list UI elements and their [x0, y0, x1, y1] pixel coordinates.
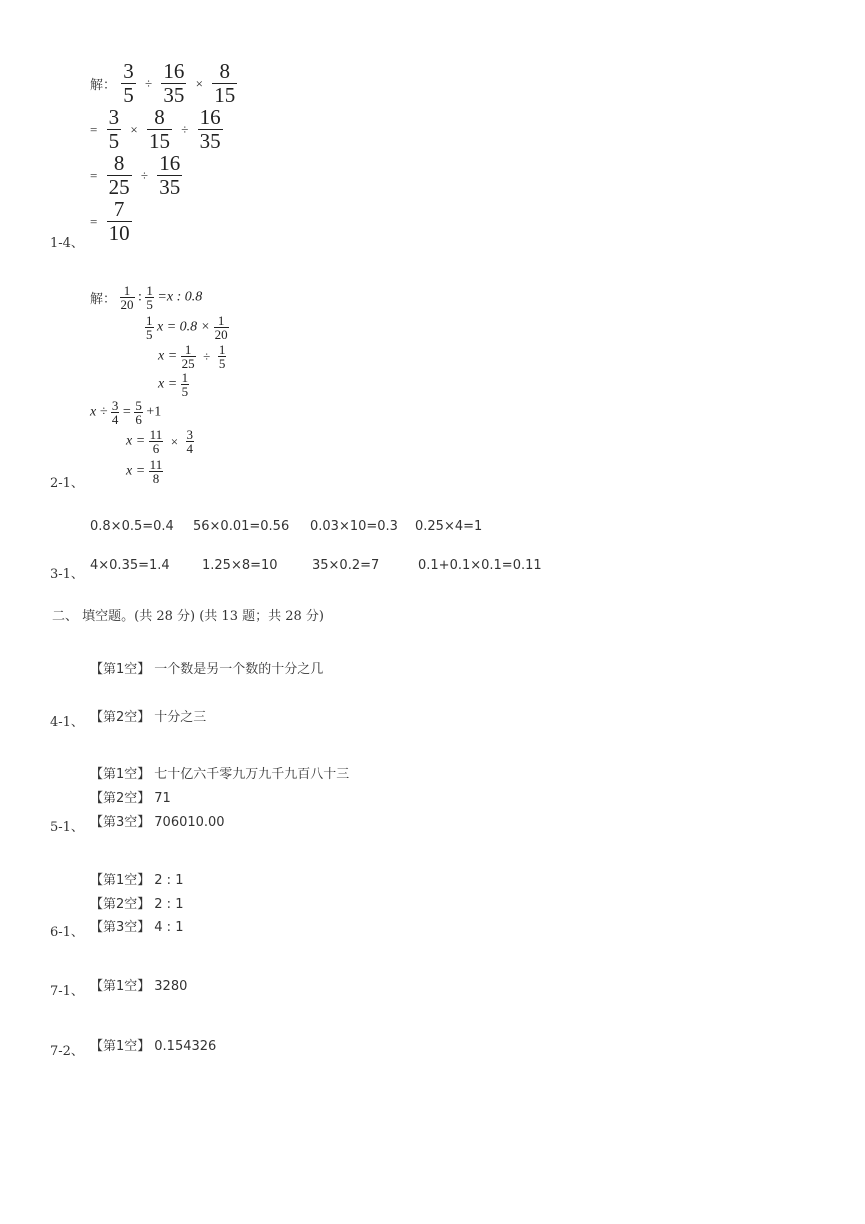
blank-tag: 【第1空】	[90, 767, 151, 782]
q2-1-line7: x = $\frac{11}{8}$	[126, 457, 163, 486]
answer-text: 4 : 1	[154, 920, 184, 935]
answer-text: 71	[154, 791, 171, 806]
fraction: $\frac{7}{10}$	[108, 197, 130, 245]
fraction: $\frac{8}{15}$	[214, 59, 236, 107]
fraction: $\frac{3}{4}$	[186, 427, 194, 456]
question-label: 7-1、	[50, 984, 84, 999]
q2-1-line2: $\frac{1}{5}$ x = 0.8 × $\frac{1}{20}$	[146, 313, 228, 342]
question-label: 5-1、	[50, 820, 84, 835]
question-label: 6-1、	[50, 925, 84, 940]
solution-prefix: 解：	[90, 292, 117, 307]
answer-text: 706010.00	[154, 815, 225, 830]
blank-tag: 【第3空】	[90, 920, 151, 935]
answer-text: 一个数是另一个数的十分之几	[154, 662, 324, 677]
calc-item: 35×0.2=7	[312, 558, 380, 573]
calc-item: 0.25×4=1	[415, 519, 483, 534]
answer-line	[90, 1035, 216, 1054]
fraction: $\frac{8}{25}$	[108, 151, 130, 199]
answer-line	[90, 811, 225, 830]
section-heading: 二、 填空题。(共 28 分) (共 13 题；共 28 分)	[52, 609, 324, 624]
fraction: $\frac{3}{5}$	[123, 59, 134, 107]
q1-4-line4: = $\frac{7}{10}$	[90, 197, 130, 245]
fraction: $\frac{11}{6}$	[149, 427, 163, 456]
calc-item: 1.25×8=10	[202, 558, 278, 573]
blank-tag: 【第2空】	[90, 710, 151, 725]
answer-text: 0.154326	[154, 1039, 217, 1054]
q2-1-line4: x = $\frac{1}{5}$	[158, 370, 189, 399]
fraction: $\frac{1}{20}$	[214, 313, 228, 342]
answer-line	[90, 763, 349, 782]
q2-1-line6: x = $\frac{11}{6}$ × $\frac{3}{4}$	[126, 427, 194, 456]
fraction: $\frac{16}{35}$	[199, 105, 221, 153]
answer-text: 十分之三	[154, 710, 207, 725]
q2-1-line3: x = $\frac{1}{25}$ ÷ $\frac{1}{5}$	[158, 342, 226, 371]
blank-tag: 【第3空】	[90, 815, 151, 830]
fraction: $\frac{16}{35}$	[163, 59, 185, 107]
question-label: 7-2、	[50, 1044, 84, 1059]
blank-tag: 【第1空】	[90, 979, 151, 994]
answer-line	[90, 916, 183, 935]
fraction: $\frac{5}{6}$	[135, 398, 142, 427]
question-label: 1-4、	[50, 236, 84, 251]
q1-4-line3: = $\frac{8}{25}$ ÷ $\frac{16}{35}$	[90, 151, 181, 199]
fraction: $\frac{16}{35}$	[159, 151, 181, 199]
answer-line	[90, 893, 183, 912]
answer-line	[90, 787, 171, 806]
q1-4-line1: 解： $\frac{3}{5}$ ÷ $\frac{16}{35}$ × $\frac{8}{15}$	[90, 59, 236, 107]
answer-line	[90, 706, 206, 725]
fraction: $\frac{1}{5}$	[146, 313, 153, 342]
calc-item: 0.8×0.5=0.4	[90, 519, 174, 534]
fraction: $\frac{11}{8}$	[149, 457, 163, 486]
answer-text: 七十亿六千零九万九千九百八十三	[154, 767, 350, 782]
fraction: $\frac{1}{5}$	[218, 342, 226, 371]
blank-tag: 【第2空】	[90, 897, 151, 912]
answer-text: 2 : 1	[154, 897, 184, 912]
answer-text: 2 : 1	[154, 873, 184, 888]
fraction: $\frac{1}{5}$	[181, 370, 189, 399]
question-label: 4-1、	[50, 715, 84, 730]
fraction: $\frac{3}{4}$	[111, 398, 119, 427]
fraction: $\frac{8}{15}$	[148, 105, 170, 153]
answer-line	[90, 658, 323, 677]
blank-tag: 【第1空】	[90, 873, 151, 888]
calc-item: 0.1+0.1×0.1=0.11	[418, 558, 542, 573]
calc-item: 0.03×10=0.3	[310, 519, 398, 534]
blank-tag: 【第1空】	[90, 1039, 151, 1054]
q2-1-line1: 解： $\frac{1}{20}$ : $\frac{1}{5}$ =x : 0.8	[90, 283, 203, 312]
blank-tag: 【第2空】	[90, 791, 151, 806]
q1-4-line2: = $\frac{3}{5}$ × $\frac{8}{15}$ ÷ $\frac{16}{35}$	[90, 105, 221, 153]
answer-text: 3280	[154, 979, 188, 994]
answer-line	[90, 975, 187, 994]
fraction: $\frac{1}{25}$	[181, 342, 195, 371]
blank-tag: 【第1空】	[90, 662, 151, 677]
question-label: 3-1、	[50, 567, 84, 582]
q2-1-line5: x ÷ $\frac{3}{4}$ = $\frac{5}{6}$ +1	[90, 398, 162, 427]
fraction: $\frac{1}{20}$	[120, 283, 134, 312]
answer-line	[90, 869, 183, 888]
fraction: $\frac{3}{5}$	[108, 105, 120, 153]
question-label: 2-1、	[50, 476, 84, 491]
calc-item: 56×0.01=0.56	[193, 519, 290, 534]
solution-prefix: 解：	[90, 78, 117, 93]
calc-item: 4×0.35=1.4	[90, 558, 170, 573]
fraction: $\frac{1}{5}$	[146, 283, 153, 312]
